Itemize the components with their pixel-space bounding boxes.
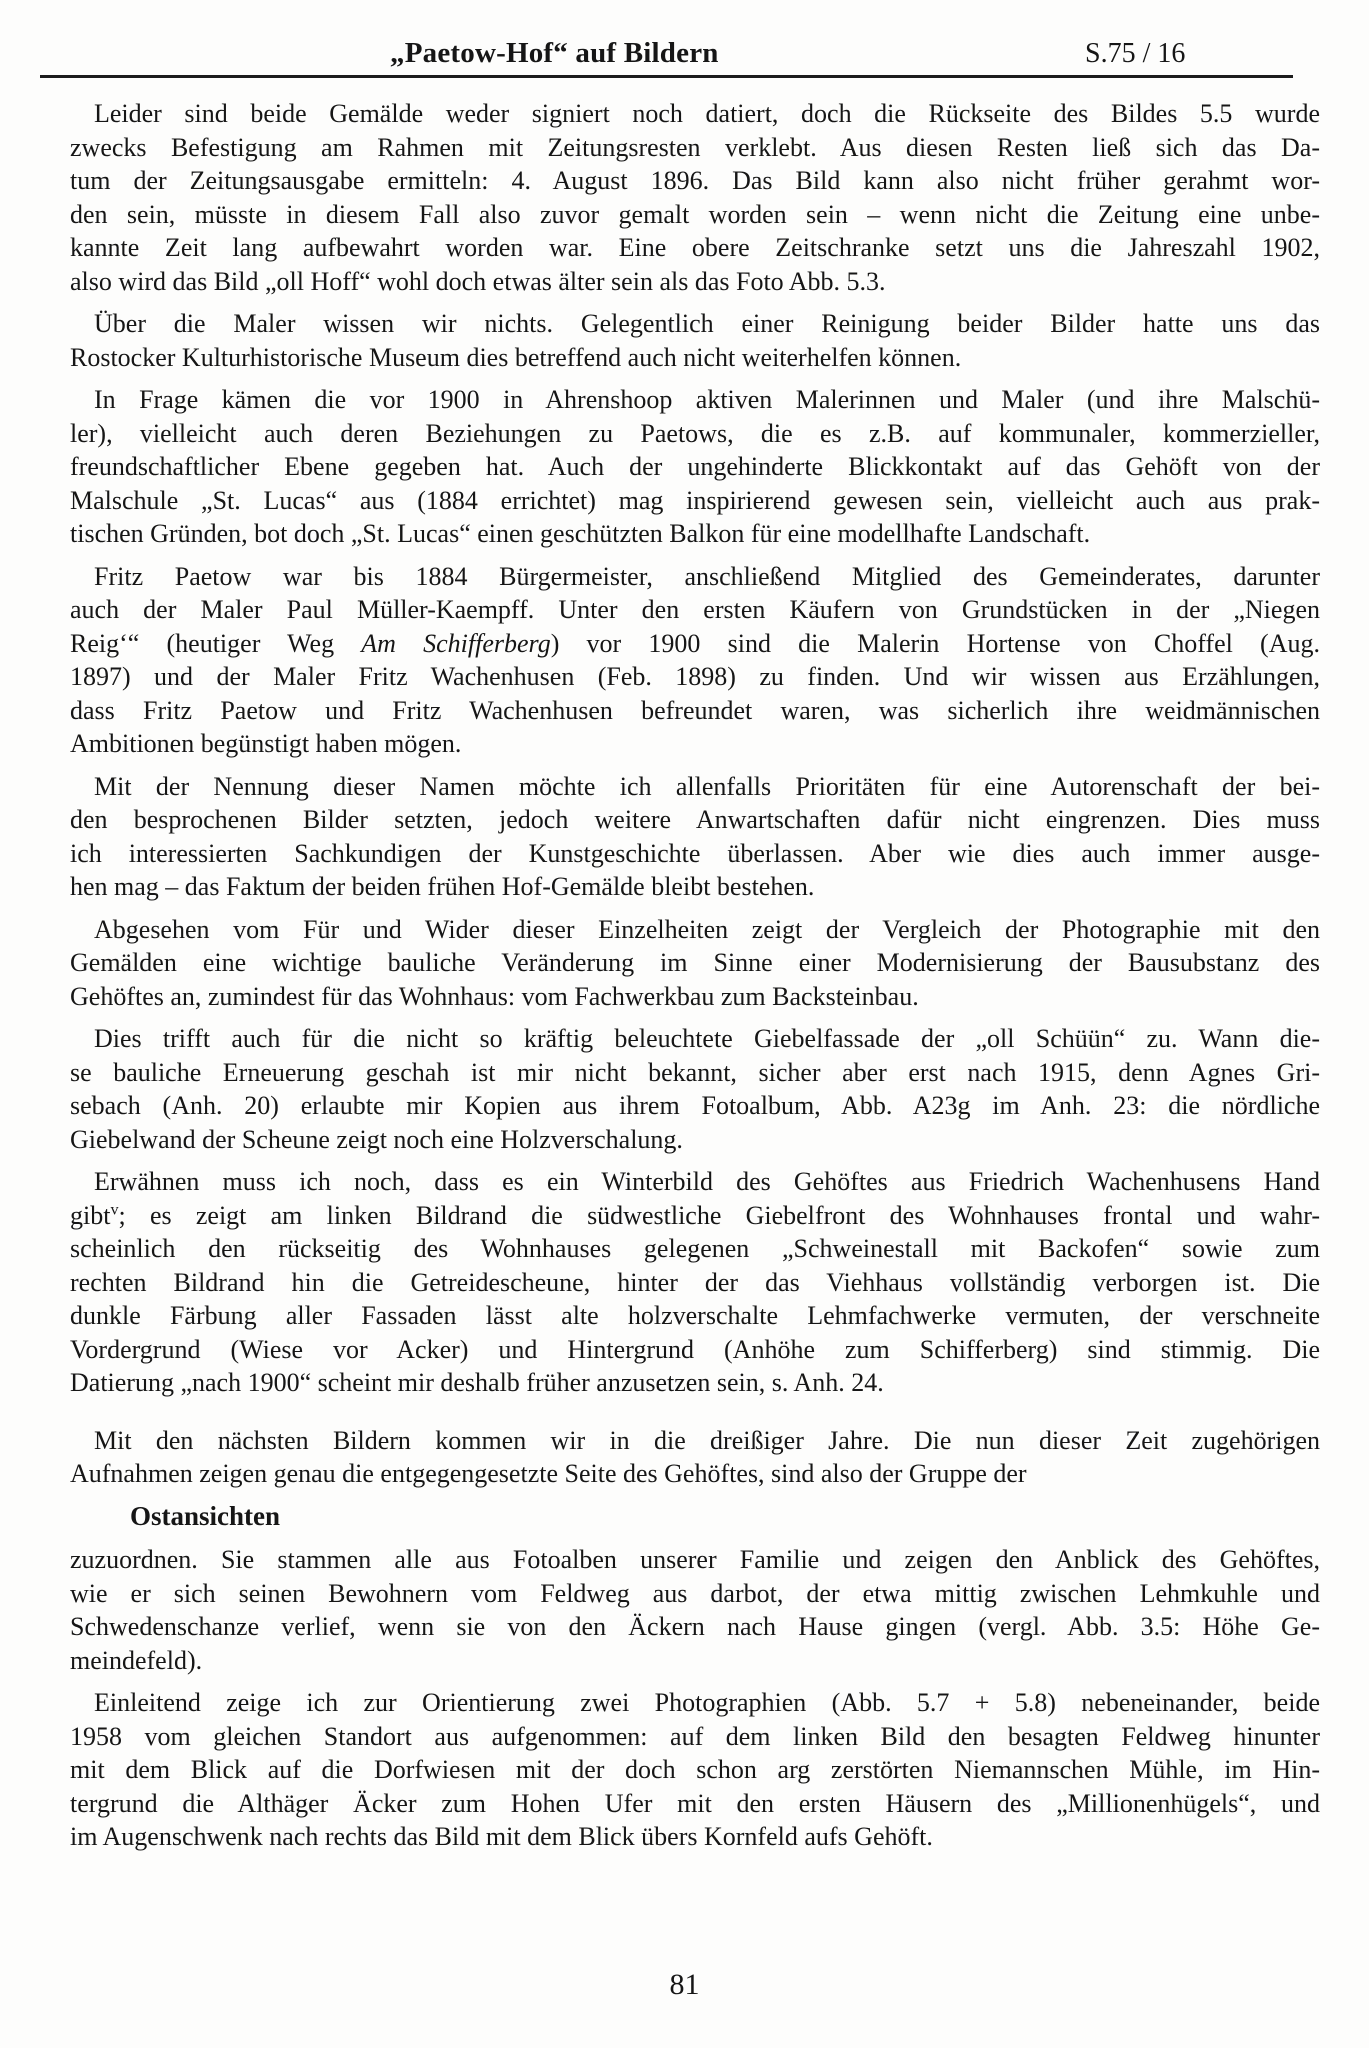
text-line: Mit den nächsten Bildern kommen wir in die dreißiger Jahre. Die nun dieser Zeit zugehörigen <box>94 1425 1320 1455</box>
text-line: Vordergrund (Wiese vor Acker) und Hintergrund (Anhöhe zum Schifferberg) sind stimmig. Die <box>70 1334 1320 1364</box>
paragraph <box>70 1686 1320 1854</box>
page-number: 81 <box>669 1968 700 2001</box>
text-line: meindefeld). <box>70 1645 203 1675</box>
page-body <box>70 97 1320 1854</box>
text-line: Gemälden eine wichtige bauliche Veränderung im Sinne einer Modernisierung der Bausubstanz des <box>70 948 1320 977</box>
text-line: Giebelwand der Scheune zeigt noch eine Holzverschalung. <box>70 1124 683 1154</box>
text-line: ich interessierten Sachkundigen der Kunstgeschichte überlassen. Aber wie dies auch immer ausge- <box>70 838 1320 868</box>
text-line: Ambitionen begünstigt haben mögen. <box>70 729 462 758</box>
paragraph <box>70 1424 1320 1491</box>
text-line: scheinlich den rückseitig des Wohnhauses gelegenen „Schweinestall mit Backofen“ sowie zum <box>70 1234 1320 1263</box>
text-line: auch der Maler Paul Müller-Kaempff. Unter den ersten Käufern von Grundstücken in der „Niegen <box>70 595 1320 624</box>
text-line: tum der Zeitungsausgabe ermitteln: 4. August 1896. Das Bild kann also nicht früher gerahmt wor- <box>70 166 1320 195</box>
paragraph <box>70 307 1320 374</box>
text-line: dunkle Färbung aller Fassaden lässt alte holzverschalte Lehmfachwerke vermuten, der verschneite <box>70 1301 1320 1330</box>
text-line: Abgesehen vom Für und Wider dieser Einzelheiten zeigt der Vergleich der Photographie mit den <box>94 914 1320 944</box>
text-line: Leider sind beide Gemälde weder signiert noch datiert, doch die Rückseite des Bildes 5.5 wurde <box>94 99 1320 128</box>
text-line: tischen Gründen, bot doch „St. Lucas“ einen geschützten Balkon für eine modellhafte Landschaft. <box>70 519 1091 548</box>
text-line: se bauliche Erneuerung geschah ist mir nicht bekannt, sicher aber erst nach 1915, denn Agnes Gri- <box>70 1057 1320 1087</box>
text-line: Dies trifft auch für die nicht so kräftig beleuchtete Giebelfassade der „oll Schüün“ zu. Wann die- <box>94 1024 1320 1053</box>
text-line: sebach (Anh. 20) erlaubte mir Kopien aus ihrem Fotoalbum, Abb. A23g im Anh. 23: die nördliche <box>70 1091 1320 1120</box>
text-line: gibt$^v$; es zeigt am linken Bildrand die südwestliche Giebelfront des Wohnhauses frontal und wahr- <box>70 1200 1320 1230</box>
text-line: Gehöftes an, zumindest für das Wohnhaus: vom Fachwerkbau zum Backsteinbau. <box>70 981 919 1011</box>
header-page-ref: S.75 / 16 <box>1085 38 1186 69</box>
text-line: In Frage kämen die vor 1900 in Ahrenshoop aktiven Malerinnen und Maler (und ihre Malschü- <box>94 385 1320 414</box>
paragraph <box>70 560 1320 761</box>
text-line: Über die Maler wissen wir nichts. Gelegentlich einer Reinigung beider Bilder hatte uns das <box>94 309 1320 338</box>
text-line: Erwähnen muss ich noch, dass es ein Winterbild des Gehöftes aus Friedrich Wachenhusens Hand <box>94 1167 1320 1196</box>
paragraph <box>70 1543 1320 1677</box>
text-line: hen mag – das Faktum der beiden frühen Hof-Gemälde bleibt bestehen. <box>70 872 815 901</box>
paragraph <box>70 1022 1320 1156</box>
page-header <box>40 0 1293 78</box>
text-line: tergrund die Althäger Äcker zum Hohen Ufer mit den ersten Häusern des „Millionenhügels“, und <box>70 1788 1320 1818</box>
page-footer <box>0 1968 1369 2048</box>
text-line: wie er sich seinen Bewohnern vom Feldweg aus darbot, der etwa mittig zwischen Lehmkuhle und <box>70 1578 1320 1608</box>
text-line: 1958 vom gleichen Standort aus aufgenommen: auf dem linken Bild den besagten Feldweg hinunter <box>70 1721 1320 1751</box>
header-title: „Paetow-Hof“ auf Bildern <box>390 37 719 69</box>
text-line: mit dem Blick auf die Dorfwiesen mit der doch schon arg zerstörten Niemannschen Mühle, im Hin- <box>70 1755 1320 1784</box>
text-line: Rostocker Kulturhistorische Museum dies betreffend auch nicht weiterhelfen können. <box>70 342 962 372</box>
paragraph <box>70 383 1320 551</box>
text-line: Reig‘“ (heutiger Weg Am Schifferberg) vor 1900 sind die Malerin Hortense von Choffel (Aug. <box>70 628 1320 658</box>
text-line: 1897) und der Maler Fritz Wachenhusen (Feb. 1898) zu finden. Und wir wissen aus Erzählungen, <box>70 662 1320 691</box>
text-line: Schwedenschanze verlief, wenn sie von den Äckern nach Hause gingen (vergl. Abb. 3.5: Höhe Ge- <box>70 1612 1320 1641</box>
paragraph <box>70 913 1320 1014</box>
text-line: den sein, müsste in diesem Fall also zuvor gemalt worden sein – wenn nicht die Zeitung eine unbe- <box>70 199 1320 229</box>
text-line: dass Fritz Paetow und Fritz Wachenhusen befreundet waren, was sicherlich ihre weidmännischen <box>70 695 1320 725</box>
text-line: Einleitend zeige ich zur Orientierung zwei Photographien (Abb. 5.7 + 5.8) nebeneinander, beide <box>94 1688 1320 1717</box>
text-line: kannte Zeit lang aufbewahrt worden war. Eine obere Zeitschranke setzt uns die Jahreszahl 1902, <box>70 233 1320 262</box>
text-line: Aufnahmen zeigen genau die entgegengesetzte Seite des Gehöftes, sind also der Gruppe der <box>70 1459 1027 1488</box>
text-line: im Augenschwenk nach rechts das Bild mit dem Blick übers Kornfeld aufs Gehöft. <box>70 1822 933 1851</box>
text-line: Mit der Nennung dieser Namen möchte ich allenfalls Prioritäten für eine Autorenschaft der bei- <box>94 771 1320 801</box>
paragraph <box>70 1165 1320 1400</box>
text-line: Datierung „nach 1900“ scheint mir deshalb früher anzusetzen sein, s. Anh. 24. <box>70 1368 884 1397</box>
text-line: Malschule „St. Lucas“ aus (1884 errichtet) mag inspirierend gewesen sein, vielleicht auch aus prak- <box>70 485 1320 515</box>
text-line: zuzuordnen. Sie stammen alle aus Fotoalben unserer Familie und zeigen den Anblick des Gehöftes, <box>70 1545 1320 1574</box>
text-line: Fritz Paetow war bis 1884 Bürgermeister, anschließend Mitglied des Gemeinderates, darunter <box>94 561 1320 591</box>
text-line: den besprochenen Bilder setzten, jedoch weitere Anwartschaften dafür nicht eingrenzen. Dies muss <box>70 805 1320 834</box>
text-line: zwecks Befestigung am Rahmen mit Zeitungsresten verklebt. Aus diesen Resten ließ sich das Da- <box>70 132 1320 162</box>
text-line: rechten Bildrand hin die Getreidescheune, hinter der das Viehhaus vollständig verborgen ist. Die <box>70 1267 1320 1297</box>
paragraph <box>70 770 1320 904</box>
text-line: freundschaftlicher Ebene gegeben hat. Auch der ungehinderte Blickkontakt auf das Gehöft von der <box>70 452 1320 481</box>
text-line: ler), vielleicht auch deren Beziehungen zu Paetows, die es z.B. auf kommunaler, kommerzieller, <box>70 418 1320 448</box>
text-line: also wird das Bild „oll Hoff“ wohl doch etwas älter sein als das Foto Abb. 5.3. <box>70 266 886 296</box>
paragraph <box>70 97 1320 298</box>
section-heading: Ostansichten <box>130 1500 281 1531</box>
